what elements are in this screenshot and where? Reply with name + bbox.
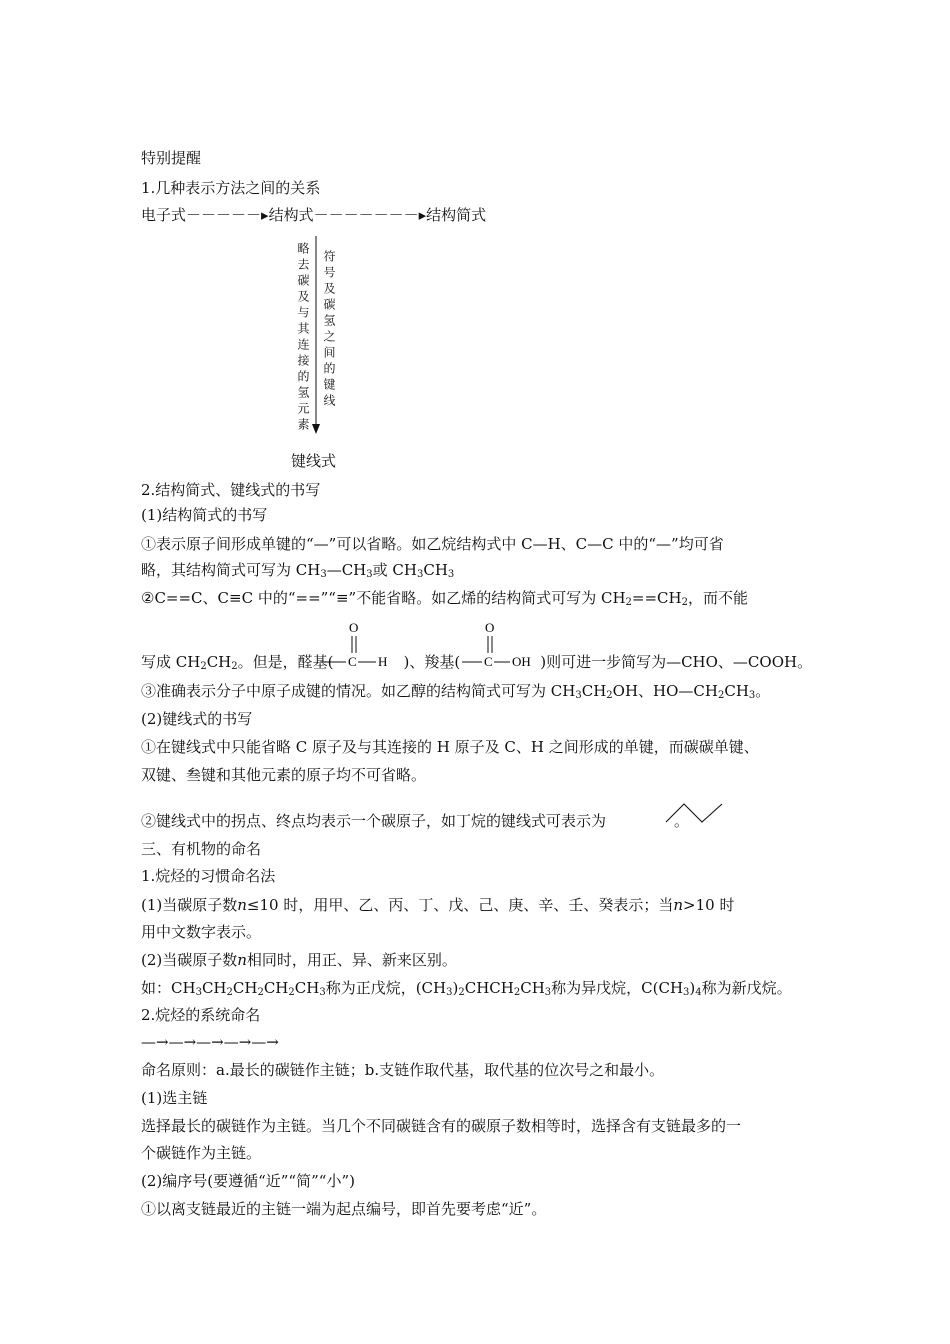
habit-rule-2: (2)当碳原子数n相同时，用正、异、新来区别。 xyxy=(141,951,457,969)
aldehyde-c: C xyxy=(348,654,357,669)
habit-rule-1-line-2: 用中文数字表示。 xyxy=(141,923,262,941)
aldehyde-h: H xyxy=(378,654,388,669)
paragraph-2-line-2: 写成 $CH_2CH_2$。但是，醛基( )、羧基( )则可进一步简写为—CHO、—COOH。 xyxy=(141,653,813,672)
carboxyl-c: C xyxy=(484,654,493,669)
flow-electron-formula: 电子式 xyxy=(141,206,187,224)
step-1-title: (1)选主链 xyxy=(141,1089,208,1107)
aldehyde-group-structure xyxy=(318,620,390,670)
flow-left-note: 略去碳及与其连接的氢元素 xyxy=(296,242,310,434)
heading-special-reminder: 特别提醒 xyxy=(141,149,202,167)
habit-rule-1-line-1: (1)当碳原子数n≤10 时，用甲、乙、丙、丁、戊、己、庚、辛、壬、癸表示；当n>10 时 xyxy=(141,896,735,914)
carboxyl-o: O xyxy=(485,620,495,635)
paragraph-3: ③准确表示分子中原子成键的情况。如乙醇的结构简式可写为 $CH_3CH_2OH$、$HO—CH_2CH_3$。 xyxy=(141,682,771,701)
step-2-line-1: ①以离支链最近的主链一端为起点编号，即首先要考虑“近”。 xyxy=(141,1200,547,1218)
paragraph-1-line-1: ①表示原子间形成单键的“—”可以省略。如乙烷结构式中 C—H、C—C 中的“—”均可省 xyxy=(141,535,724,553)
paragraph-4-line-2: 双键、叁键和其他元素的原子均不可省略。 xyxy=(141,766,427,784)
carboxyl-group-structure xyxy=(460,620,542,670)
paragraph-2-line-1: ②C==C、C≡C 中的“==”“≡”不能省略。如乙烯的结构简式可写为 $CH_2==CH_2$，而不能 xyxy=(141,589,749,608)
flow-dashes-2: －－－－－－－ xyxy=(313,206,419,224)
step-1-line-1: 选择最长的碳链作为主链。当几个不同碳链含有的碳原子数相等时，选择含有支链最多的一 xyxy=(141,1117,742,1135)
flow-skeletal-formula: 键线式 xyxy=(291,452,337,470)
sub-1-title: (1)结构简式的书写 xyxy=(141,506,268,524)
flow-down-arrow xyxy=(310,236,322,436)
section-3-title: 三、有机物的命名 xyxy=(141,840,262,858)
paragraph-4-line-1: ①在键线式中只能省略 C 原子及与其连接的 H 原子及 C、H 之间形成的单键，而碳碳单键、 xyxy=(141,738,759,756)
butane-skeletal-formula xyxy=(664,800,726,826)
sub-2-title: (2)键线式的书写 xyxy=(141,710,253,728)
section-3-2-title: 2.烷烃的系统命名 xyxy=(141,1006,261,1024)
section-2-title: 2.结构简式、键线式的书写 xyxy=(141,481,321,499)
flow-condensed-formula: 结构简式 xyxy=(426,206,487,224)
step-2-title: (2)编序号(要遵循“近”“简”“小”) xyxy=(141,1172,355,1190)
section-1-title: 1.几种表示方法之间的关系 xyxy=(141,179,321,197)
pentane-example: 如：$CH_3CH_2CH_2CH_2CH_3$称为正戊烷，$(CH_3)_2CHCH_2CH_3$称为异戊烷，$C(CH_3)_4$称为新戊烷。 xyxy=(141,979,792,998)
naming-principle: 命名原则：a.最长的碳链作主链；b.支链作取代基，取代基的位次号之和最小。 xyxy=(141,1061,665,1079)
flow-arrow-2: ▸ xyxy=(418,206,427,224)
flow-right-note: 符号及碳氢之间的键线 xyxy=(322,250,336,410)
flow-dashes-1: －－－－－ xyxy=(186,206,262,224)
flow-structural-formula: 结构式 xyxy=(268,206,314,224)
flow-row xyxy=(141,205,486,225)
carboxyl-oh: OH xyxy=(512,654,531,669)
flow-arrow-1: ▸ xyxy=(261,206,269,224)
step-1-line-2: 个碳链作为主链。 xyxy=(141,1144,262,1162)
paragraph-1-line-2: 略，其结构简式可写为 $CH_3—CH_3$或 $CH_3CH_3$ xyxy=(141,561,455,580)
aldehyde-o: O xyxy=(349,620,359,635)
naming-steps-arrows: —→—→—→—→—→ xyxy=(141,1033,279,1051)
section-3-1-title: 1.烷烃的习惯命名法 xyxy=(141,867,276,885)
paragraph-5: ②键线式中的拐点、终点均表示一个碳原子，如丁烷的键线式可表示为 。 xyxy=(141,812,690,830)
